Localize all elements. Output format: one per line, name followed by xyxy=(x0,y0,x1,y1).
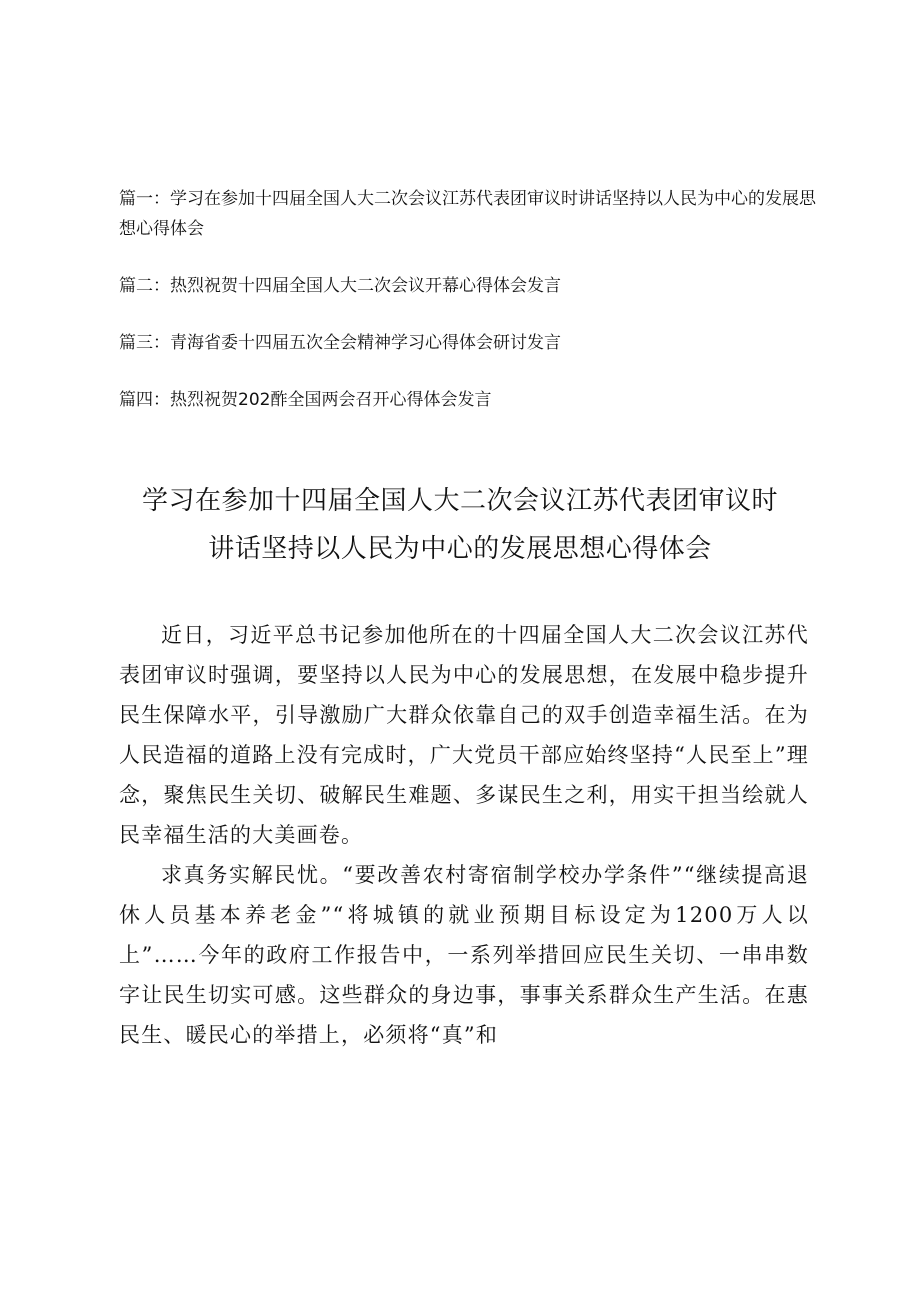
article-title-line-2: 讲话坚持以人民为中心的发展思想心得体会 xyxy=(208,534,712,564)
article-body xyxy=(119,615,809,1055)
toc-item-2 xyxy=(119,271,819,301)
article-paragraph-1: 近日，习近平总书记参加他所在的十四届全国人大二次会议江苏代表团审议时强调，要坚持以人民为中心的发展思想，在发展中稳步提升民生保障水平，引导激励广大群众依靠自己的双手创造幸福生活。在为人民造福的道路上没有完成时，广大党员干部应始终坚持“人民至上”理念，聚焦民生关切、破解民生难题、多谋民生之利，用实干担当绘就人民幸福生活的大美画卷。 xyxy=(119,623,809,847)
toc-item-text: 热烈祝贺202酢全国两会召开心得体会发言 xyxy=(170,390,492,410)
toc-item-label: 篇一： xyxy=(119,189,170,209)
toc-item-label: 篇四： xyxy=(119,390,170,410)
article-title xyxy=(60,477,860,573)
article-paragraph-2: 求真务实解民忧。“要改善农村寄宿制学校办学条件”“继续提高退休人员基本养老金”“将城镇的就业预期目标设定为1200万人以上”……今年的政府工作报告中，一系列举措回应民生关切、一串串数字让民生切实可感。这些群众的身边事，事事关系群众生产生活。在惠民生、暖民心的举措上，必须将“真”和 xyxy=(119,863,809,1047)
article-title-line-1: 学习在参加十四届全国人大二次会议江苏代表团审议时 xyxy=(141,486,778,516)
table-of-contents xyxy=(119,184,819,442)
toc-item-text: 热烈祝贺十四届全国人大二次会议开幕心得体会发言 xyxy=(170,276,561,296)
toc-item-1 xyxy=(119,184,819,244)
toc-item-text: 青海省委十四届五次全会精神学习心得体会研讨发言 xyxy=(170,333,561,353)
toc-item-4 xyxy=(119,385,819,415)
toc-item-label: 篇三： xyxy=(119,333,170,353)
toc-item-text: 学习在参加十四届全国人大二次会议江苏代表团审议时讲话坚持以人民为中心的发展思想心得体会 xyxy=(119,189,816,239)
toc-item-label: 篇二： xyxy=(119,276,170,296)
toc-item-3 xyxy=(119,328,819,358)
